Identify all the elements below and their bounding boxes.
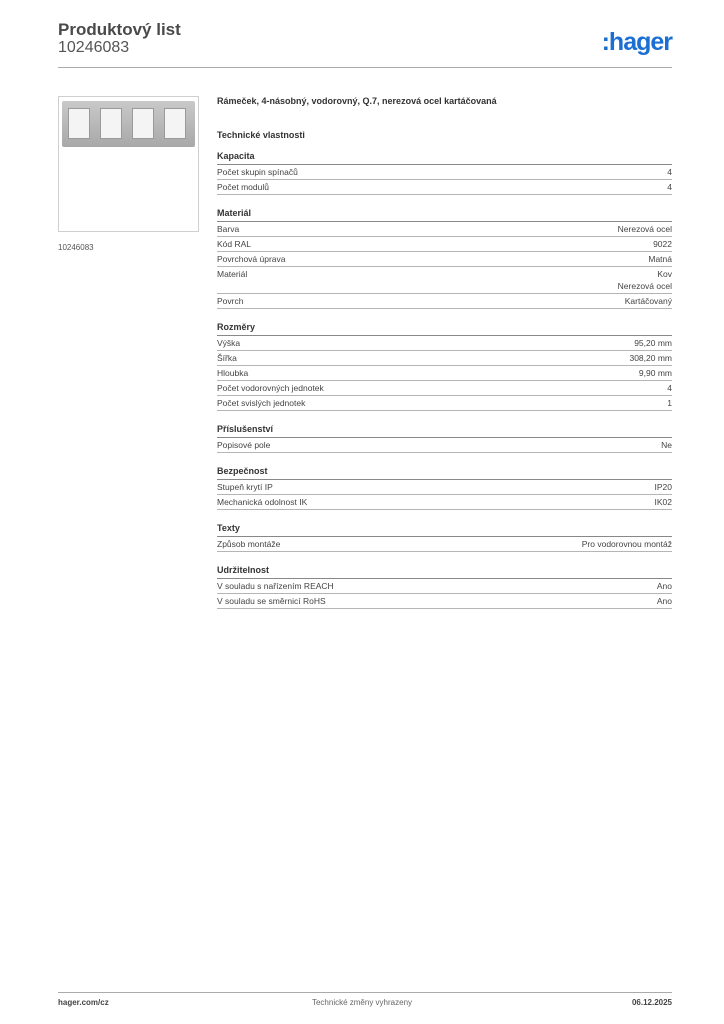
section-heading: Texty	[217, 523, 672, 537]
spec-row	[217, 438, 672, 453]
frame-4-gang-image	[62, 101, 195, 147]
spec-value	[655, 496, 673, 508]
spec-value-line: 4	[667, 167, 672, 177]
section-heading: Rozměry	[217, 322, 672, 336]
page-title: Produktový list	[58, 20, 181, 39]
spec-section	[217, 424, 672, 453]
frame-opening	[164, 108, 186, 139]
spec-value	[634, 337, 672, 349]
spec-value	[653, 238, 672, 250]
spec-value-line: Matná	[648, 254, 672, 264]
section-heading: Udržitelnost	[217, 565, 672, 579]
image-caption: 10246083	[58, 243, 94, 252]
spec-value-line: 9,90 mm	[638, 368, 672, 378]
spec-value	[618, 223, 672, 235]
spec-row	[217, 381, 672, 396]
footer-note: Technické změny vyhrazeny	[311, 998, 413, 1007]
spec-value-line: 95,20 mm	[634, 338, 672, 348]
spec-section	[217, 523, 672, 552]
spec-label: Kód RAL	[217, 239, 252, 249]
spec-section	[217, 322, 672, 411]
spec-label: V souladu s nařízením REACH	[217, 581, 334, 591]
spec-label: V souladu se směrnicí RoHS	[217, 596, 326, 606]
spec-row	[217, 165, 672, 180]
spec-value-line: Ne	[661, 440, 672, 450]
spec-row	[217, 222, 672, 237]
product-code: 10246083	[58, 39, 130, 56]
frame-opening	[132, 108, 154, 139]
spec-value-line: Kov	[657, 269, 672, 279]
spec-row	[217, 237, 672, 252]
header-divider	[58, 67, 672, 68]
spec-label: Materiál	[217, 269, 248, 279]
spec-value	[655, 481, 673, 493]
spec-value	[657, 580, 672, 592]
spec-label: Počet skupin spínačů	[217, 167, 298, 177]
spec-value-line: 1	[667, 398, 672, 408]
spec-value	[661, 439, 672, 451]
section-heading: Materiál	[217, 208, 672, 222]
spec-value	[667, 181, 672, 193]
hager-logo: :hager	[601, 28, 672, 56]
spec-value	[648, 253, 672, 265]
spec-row	[217, 180, 672, 195]
footer-date: 06.12.2025	[631, 998, 672, 1007]
spec-value-line: Ano	[656, 581, 672, 591]
spec-row	[217, 495, 672, 510]
spec-value	[639, 367, 672, 379]
spec-value-line: IP20	[654, 482, 672, 492]
section-heading: Příslušenství	[217, 424, 672, 438]
spec-label: Výška	[217, 338, 241, 348]
spec-row	[217, 336, 672, 351]
spec-value-line: Pro vodorovnou montáž	[581, 539, 672, 549]
footer-divider	[58, 992, 672, 993]
spec-label: Šířka	[217, 353, 237, 363]
spec-row	[217, 480, 672, 495]
spec-label: Počet vodorovných jednotek	[217, 383, 324, 393]
spec-value	[625, 295, 672, 307]
spec-label: Povrchová úprava	[217, 254, 286, 264]
spec-value-line: IK02	[654, 497, 672, 507]
spec-section	[217, 565, 672, 609]
spec-section	[217, 466, 672, 510]
spec-value-line: Nerezová ocel	[617, 224, 672, 234]
spec-panel	[217, 96, 672, 622]
spec-label: Počet modulů	[217, 182, 269, 192]
product-title: Rámeček, 4-násobný, vodorovný, Q.7, nerezová ocel kartáčovaná	[217, 96, 497, 106]
spec-value	[667, 166, 672, 178]
spec-value-line: Nerezová ocel	[617, 281, 672, 291]
spec-label: Stupeň krytí IP	[217, 482, 273, 492]
footer-website: hager.com/cz	[58, 998, 109, 1007]
spec-value-line: 308,20 mm	[629, 353, 672, 363]
spec-row	[217, 252, 672, 267]
spec-value-line: 9022	[653, 239, 672, 249]
spec-sections	[217, 151, 672, 609]
spec-row	[217, 294, 672, 309]
spec-row	[217, 366, 672, 381]
spec-label: Mechanická odolnost IK	[217, 497, 308, 507]
spec-row	[217, 537, 672, 552]
spec-value	[582, 538, 672, 550]
spec-value	[667, 382, 672, 394]
section-heading: Bezpečnost	[217, 466, 672, 480]
spec-value-line: Ano	[656, 596, 672, 606]
spec-row	[217, 351, 672, 366]
spec-row	[217, 579, 672, 594]
spec-value-line: 4	[667, 383, 672, 393]
spec-value	[629, 352, 672, 364]
spec-label: Povrch	[217, 296, 244, 306]
spec-row	[217, 267, 672, 294]
spec-value-line: Kartáčovaný	[624, 296, 672, 306]
spec-label: Barva	[217, 224, 240, 234]
frame-opening	[100, 108, 122, 139]
section-heading: Kapacita	[217, 151, 672, 165]
spec-row	[217, 594, 672, 609]
spec-section	[217, 151, 672, 195]
spec-subtitle: Technické vlastnosti	[217, 130, 305, 140]
spec-row	[217, 396, 672, 411]
spec-value	[618, 268, 672, 292]
spec-value	[667, 397, 672, 409]
product-image	[58, 96, 199, 232]
frame-opening	[68, 108, 90, 139]
spec-section	[217, 208, 672, 309]
spec-label: Způsob montáže	[217, 539, 281, 549]
spec-label: Počet svislých jednotek	[217, 398, 306, 408]
spec-value	[657, 595, 672, 607]
spec-label: Popisové pole	[217, 440, 271, 450]
spec-value-line: 4	[667, 182, 672, 192]
spec-label: Hloubka	[217, 368, 249, 378]
